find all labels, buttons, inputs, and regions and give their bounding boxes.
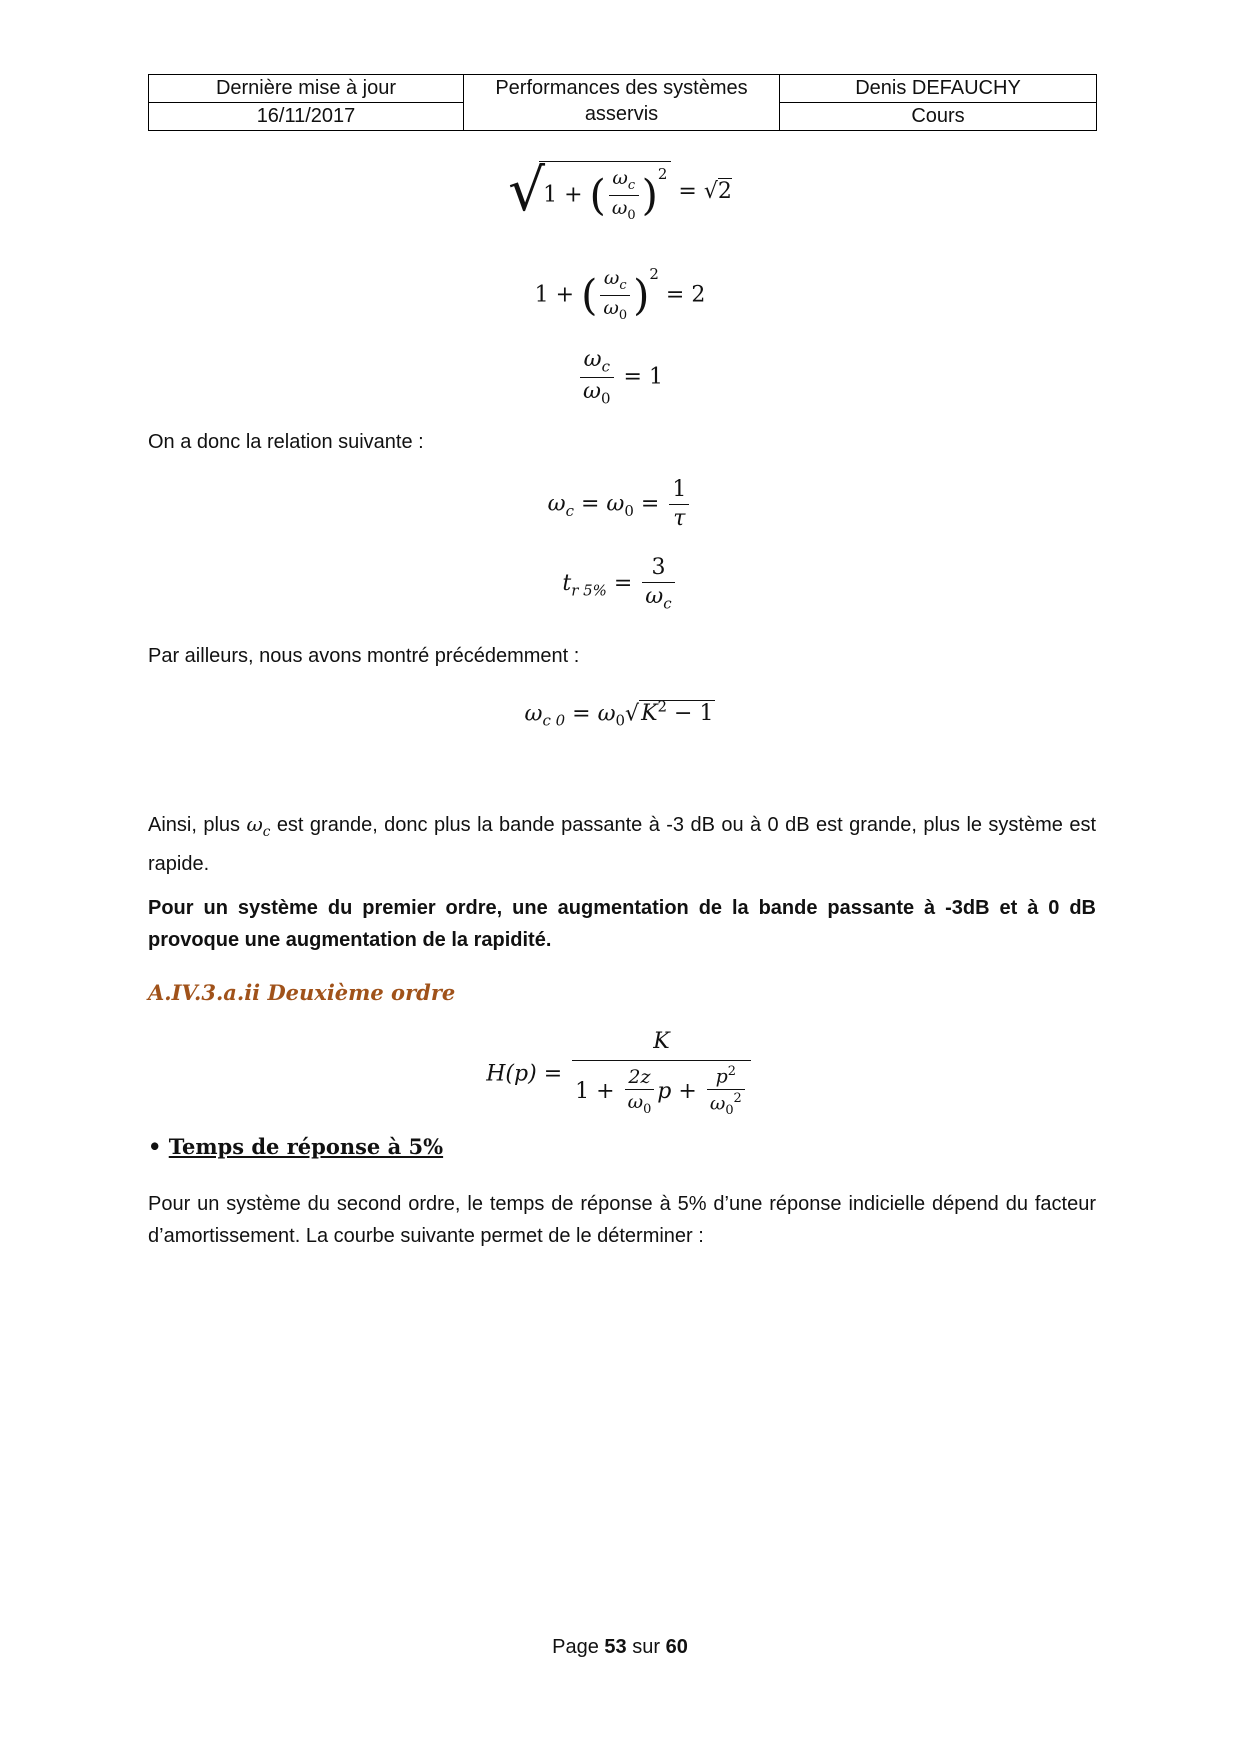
paragraph-ainsi: Ainsi, plus $\omega_c$ est grande, donc plus la bande passante à -3 dB ou à 0 dB est grande, plus le système est rapide. — [148, 812, 1096, 875]
equation-response-time: $t_{r 5\%}$ = $\frac{3}{\omega_c}$ — [0, 556, 1240, 612]
header-date: 16/11/2017 — [149, 103, 464, 131]
equation-wc0: $\omega_{c 0} = \omega_0√K^2 - 1$ — [524, 698, 714, 730]
header-doc-type: Cours — [780, 103, 1097, 131]
equation-ratio-one: $\frac{\omega_c}{\omega_0}$ = 1 — [0, 348, 1240, 407]
equation-squared: 1 + ( $\frac{\omega_c}{\omega_0}$ )$^2$ = 2 — [534, 265, 706, 323]
page-total: 60 — [665, 1636, 688, 1658]
paragraph-bold-conclusion: Pour un système du premier ordre, une augmentation de la bande passante à -3dB et à 0 dB provoque une augmentation de la rapidité. — [148, 897, 1096, 951]
equation-transfer-function: H(p) = K 1 + $\frac{2z}{\omega_0}$ p + $\frac{p^2}{\omega_0^2}$ — [0, 1030, 1240, 1119]
bullet-icon: • — [148, 1134, 162, 1159]
page-number: 53 — [604, 1636, 627, 1658]
header-updated-label: Dernière mise à jour — [149, 75, 464, 103]
header-title-line2: asservis — [584, 103, 659, 125]
bullet-heading — [148, 1134, 443, 1159]
header-title — [464, 75, 780, 131]
equation-wc-tau: $\omega_c = \omega_0$ = $\frac{1}{\tau}$ — [0, 478, 1240, 531]
header-title-line1: Performances des systèmes — [495, 77, 748, 99]
paragraph-relation-intro: On a donc la relation suivante : — [148, 431, 424, 453]
sqrt-sign: √ — [508, 156, 546, 224]
header-author: Denis DEFAUCHY — [780, 75, 1097, 103]
page-footer: Page 53 sur 60 — [552, 1636, 688, 1658]
fraction-wc-w0: $\frac{\omega_c}{\omega_0}$ — [609, 168, 639, 223]
header-table — [148, 74, 1097, 131]
paragraph-second-order: Pour un système du second ordre, le temps de réponse à 5% d’une réponse indicielle dépend du facteur d’amortissement. La courbe suivante permet de le déterminer : — [148, 1193, 1096, 1247]
paragraph-previously: Par ailleurs, nous avons montré précédemment : — [148, 645, 580, 667]
bullet-heading-text: Temps de réponse à 5% — [168, 1134, 444, 1159]
sqrt-radicand: 1 + ( $\frac{\omega_c}{\omega_0}$ )$^2$ — [539, 161, 671, 223]
section-title: A.IV.3.a.ii Deuxième ordre — [148, 980, 456, 1005]
equation-sqrt-magnitude: √1 + ( $\frac{\omega_c}{\omega_0}$ )$^2$ = √2 — [508, 156, 732, 224]
